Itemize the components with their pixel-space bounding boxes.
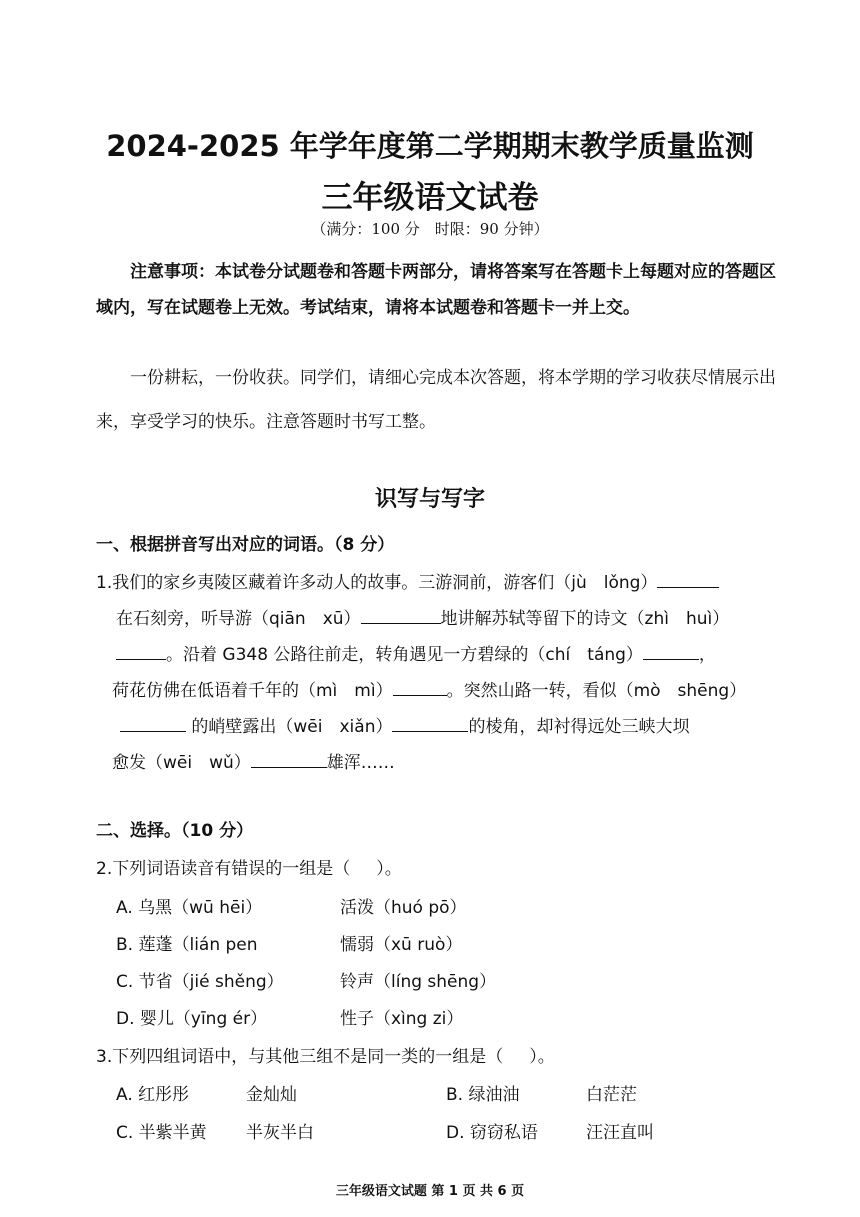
answer-blank[interactable]	[643, 641, 699, 660]
answer-blank[interactable]	[120, 713, 186, 732]
q1-text: 1.我们的家乡夷陵区藏着许多动人的故事。三游洞前，游客们（jù lǒng）	[96, 573, 658, 593]
section-title: 识写与写字	[374, 487, 485, 512]
q3-option-c[interactable]: C. 半紫半黄	[116, 1123, 207, 1143]
q2-option-a-word2: 活泼（huó pō）	[340, 898, 467, 918]
q1-line-2	[116, 604, 729, 629]
q1-line-1	[96, 568, 719, 593]
q1-text: 荷花仿佛在低语着千年的（mì mì）	[112, 681, 393, 701]
q1-text: 在石刻旁，听导游（qiān xū）	[116, 609, 361, 629]
q2-option-b-word2: 懦弱（xū ruò）	[340, 935, 463, 955]
q1-line-3	[116, 640, 716, 665]
q1-text: 的峭壁露出（wēi xiǎn）	[191, 717, 393, 737]
part1-heading: 一、根据拼音写出对应的词语。（8 分）	[96, 535, 395, 555]
notice-text: 注意事项：本试卷分试题卷和答题卡两部分，请将答案写在答题卡上每题对应的答题区域内，写在试题卷上无效。考试结束，请将本试题卷和答题卡一并上交。	[96, 262, 776, 318]
q1-line-6	[112, 748, 395, 773]
q3-stem-close: ）。	[529, 1047, 555, 1067]
q3-option-b-word2: 白茫茫	[586, 1085, 637, 1105]
answer-blank[interactable]	[116, 641, 166, 660]
answer-blank[interactable]	[361, 605, 441, 624]
q3-option-a[interactable]: A. 红彤彤	[116, 1085, 190, 1105]
q1-text: 雄浑……	[326, 753, 395, 773]
q3-option-d[interactable]: D. 窃窃私语	[446, 1123, 538, 1143]
q1-text: 的棱角，却衬得远处三峡大坝	[468, 717, 690, 737]
q2-stem	[96, 854, 402, 879]
q1-text: 愈发（wēi wǔ）	[112, 753, 251, 773]
answer-blank[interactable]	[251, 749, 327, 768]
q3-option-d-word2: 汪汪直叫	[586, 1123, 654, 1143]
exam-title: 2024-2025 年学年度第二学期期末教学质量监测	[106, 129, 754, 163]
q3-stem	[96, 1042, 555, 1067]
intro-text: 一份耕耘，一份收获。同学们，请细心完成本次答题，将本学期的学习收获尽情展示出来，享受学习的快乐。注意答题时书写工整。	[96, 368, 776, 432]
q2-option-b[interactable]: B. 莲蓬（lián pen	[116, 935, 258, 955]
score-info: （满分：100 分 时限：90 分钟）	[311, 220, 549, 238]
q2-option-d[interactable]: D. 婴儿（yīng ér）	[116, 1009, 268, 1029]
q3-option-b[interactable]: B. 绿油油	[446, 1085, 520, 1105]
q2-stem-text: 2.下列词语读音有错误的一组是（	[96, 859, 351, 879]
q1-text: 。突然山路一转，看似（mò shēng）	[446, 681, 747, 701]
answer-blank[interactable]	[657, 569, 719, 588]
q1-text: 地讲解苏轼等留下的诗文（zhì huì）	[440, 609, 730, 629]
page-footer: 三年级语文试题 第 1 页 共 6 页	[335, 1184, 525, 1199]
q1-line-5	[120, 712, 689, 737]
answer-blank[interactable]	[392, 713, 468, 732]
q2-stem-close: ）。	[376, 859, 402, 879]
q1-line-4	[112, 676, 746, 701]
q2-option-a[interactable]: A. 乌黑（wū hēi）	[116, 898, 263, 918]
q3-option-c-word2: 半灰半白	[246, 1123, 314, 1143]
answer-blank[interactable]	[393, 677, 447, 696]
q2-option-c-word2: 铃声（líng shēng）	[340, 972, 497, 992]
q2-option-c[interactable]: C. 节省（jié shěng）	[116, 972, 284, 992]
q3-stem-text: 3.下列四组词语中，与其他三组不是同一类的一组是（	[96, 1047, 504, 1067]
q2-option-d-word2: 性子（xìng zi）	[340, 1009, 464, 1029]
q1-text: ，	[698, 645, 716, 665]
part2-heading: 二、选择。（10 分）	[96, 821, 254, 841]
exam-subtitle: 三年级语文试卷	[321, 180, 539, 216]
q1-text: 。沿着 G348 公路往前走，转角遇见一方碧绿的（chí táng）	[166, 645, 643, 665]
q3-option-a-word2: 金灿灿	[246, 1085, 297, 1105]
